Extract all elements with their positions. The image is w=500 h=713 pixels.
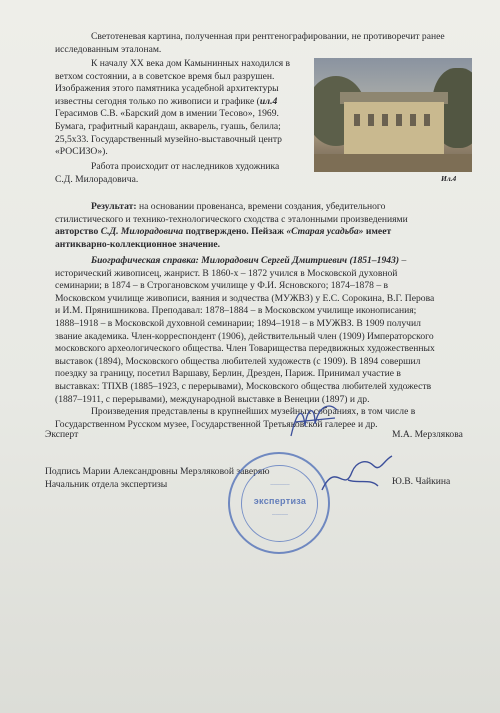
house-line-4: известны сегодня только по живописи и графике (ил.4 [55, 95, 278, 107]
result-paragraph [55, 201, 475, 251]
house-line-8: «РОСИЗО»). [55, 146, 108, 158]
bio-line-1: исторический живописец, жанрист. В 1860-х – 1872 учился в Московской духовной [55, 267, 398, 279]
house-line-1: К началу XX века дом Камынинных находился в [91, 58, 291, 69]
result-line-4: антикварно-коллекционное значение. [55, 238, 221, 250]
bio-label: Биографическая справка: [91, 255, 199, 266]
bio-line-9: поездку за границу, посетил Варшаву, Берлин, Дрезден, Париж. Принимал участие в [55, 368, 401, 380]
house-line-7: 25,5х33. Государственный музейно-выставочный центр [55, 133, 282, 145]
bio-line-6: звание академика. Член-корреспондент (1906), действительный член (1909) Императорского [55, 330, 434, 342]
result-line-2: стилистического и технико-технологического сходства с эталонными произведениями [55, 213, 408, 225]
bio-museums-line-1: Произведения представлены в крупнейших музейных собраниях, в том числе в [91, 406, 416, 418]
bio-line-8: выставок (1894), Московского общества любителей художеств (с 1909). В 1894 совершил [55, 355, 421, 367]
bio-line-11: (1887–1911, с перерывами), международной выставке в Венеции (1897) и др. [55, 393, 370, 405]
bio-line-10: выставках: ТПХВ (1885–1923, с перерывами), Московского общества любителей художеств [55, 380, 432, 392]
bio-line-7: московского археологического общества. Член Товарищества передвижных художественных [55, 343, 435, 355]
house-line-6: Бумага, графитный карандаш, акварель, гуашь, белила; [55, 120, 281, 132]
result-line-3: авторство С.Д. Милорадовича подтверждено. Пейзаж «Старая усадьба» имеет [55, 226, 392, 238]
head-name: Ю.В. Чайкина [392, 476, 451, 487]
certify-line: Подпись Марии Александровны Мерзляковой заверяю [45, 466, 270, 477]
house-line-2: ветхом состоянии, а в советское время был разрушен. [55, 70, 275, 82]
heirs-line-2: С.Д. Милорадовича. [55, 173, 139, 185]
bio-line-5: 1888–1918 – в Московской духовной семинарии; 1894–1918 – в МУЖВЗ. В 1909 получил [55, 317, 421, 329]
heirs-paragraph [55, 161, 310, 186]
bio-paragraph [55, 255, 475, 431]
heirs-line-1: Работа происходит от наследников художника [91, 161, 280, 172]
intro-line-2: исследованным эталонам. [55, 43, 162, 55]
manor-house-photo [314, 58, 472, 172]
bio-line-2: семинарии; в 1874 – в Строгановском училище у Ф.И. Ясновского; 1874–1878 – в [55, 280, 389, 292]
bio-line-4: и И.М. Прянишникова. Преподавал: 1878–1884 – в Московском училище иконописания; [55, 305, 417, 317]
intro-paragraph [55, 31, 475, 56]
stamp-word: экспертиза [253, 496, 307, 506]
bio-line-3: Московском училище живописи, ваяния и зодчества (МУЖВЗ) у Е.С. Сорокина, В.Г. Перова [55, 292, 435, 304]
expert-signature [285, 400, 345, 442]
head-signature [318, 450, 396, 502]
bio-name: Милорадович Сергей Дмитриевич (1851–1943) [201, 255, 400, 266]
bio-line-0: Биографическая справка: Милорадович Сергей Дмитриевич (1851–1943) – [91, 255, 407, 266]
house-line-5: Герасимов С.В. «Барский дом в имении Тесово», 1969. [55, 108, 279, 120]
expertise-stamp: ────── экспертиза ───── [228, 452, 330, 554]
result-line-1: Результат: на основании провенанса, времени создания, убедительного [91, 201, 386, 212]
result-label: Результат: [91, 201, 137, 212]
intro-line-1: Светотеневая картина, полученная при рентгенографировании, не противоречит ранее [91, 31, 445, 42]
expert-name: М.А. Мерзлякова [392, 429, 463, 440]
house-line-3: Изображения этого памятника усадебной архитектуры [55, 83, 279, 95]
head-label: Начальник отдела экспертизы [45, 479, 168, 490]
expert-label: Эксперт [45, 429, 79, 440]
house-paragraph [55, 58, 310, 159]
bio-museums-line-2: Государственном Русском музее, Государственной Третьяковской галерее и др. [55, 418, 378, 430]
photo-caption: Ил.4 [441, 174, 457, 183]
illustration-ref: ил.4 [259, 95, 278, 107]
